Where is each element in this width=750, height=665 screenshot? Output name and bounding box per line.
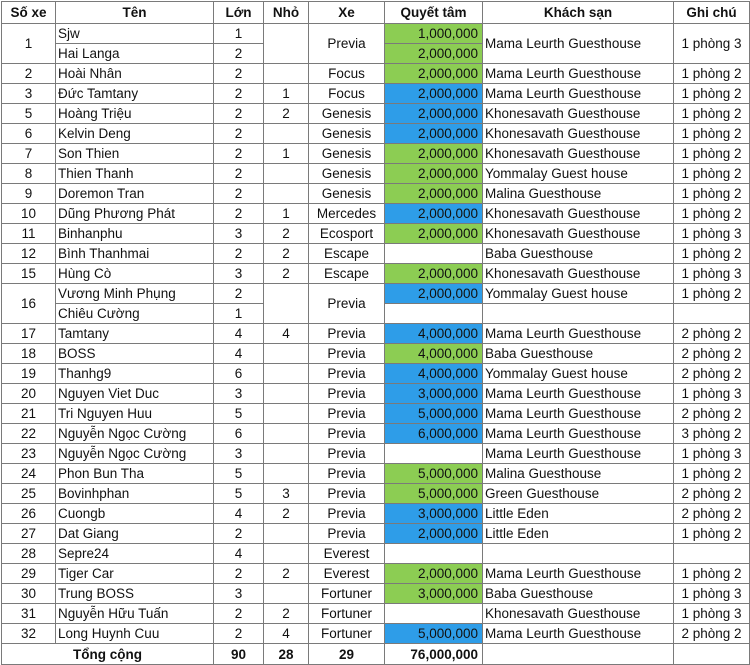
table-row <box>2 264 750 284</box>
cell-quyet-tam <box>385 604 483 624</box>
cell-ten: Nguyễn Hữu Tuấn <box>56 604 214 624</box>
total-label: Tổng cộng <box>2 644 214 665</box>
cell-lon: 5 <box>214 484 264 504</box>
cell-quyet-tam: 1,000,000 <box>385 24 483 44</box>
cell-xe: Previa <box>309 504 385 524</box>
cell-xe: Everest <box>309 564 385 584</box>
table-row <box>2 384 750 404</box>
header-ghi-chu: Ghi chú <box>674 2 750 24</box>
cell-nho: 2 <box>264 264 309 284</box>
cell-so-xe: 22 <box>2 424 56 444</box>
table-row <box>2 344 750 364</box>
cell-so-xe: 6 <box>2 124 56 144</box>
cell-nho <box>264 424 309 444</box>
cell-xe: Focus <box>309 64 385 84</box>
cell-khach-san: Mama Leurth Guesthouse <box>483 424 674 444</box>
cell-ten: Cuongb <box>56 504 214 524</box>
cell-nho <box>264 184 309 204</box>
cell-xe: Genesis <box>309 144 385 164</box>
cell-ten: Chiêu Cường <box>56 304 214 324</box>
cell-nho <box>264 464 309 484</box>
cell-so-xe: 15 <box>2 264 56 284</box>
cell-ten: Tri Nguyen Huu <box>56 404 214 424</box>
cell-lon: 2 <box>214 184 264 204</box>
cell-lon: 4 <box>214 324 264 344</box>
cell-ten: Trung BOSS <box>56 584 214 604</box>
cell-khach-san: Yommalay Guest house <box>483 284 674 304</box>
cell-nho: 2 <box>264 564 309 584</box>
cell-lon: 6 <box>214 424 264 444</box>
cell-ten: Nguyễn Ngọc Cường <box>56 424 214 444</box>
cell-ghi-chu: 1 phòng 2 <box>674 204 750 224</box>
table-row <box>2 564 750 584</box>
cell-khach-san: Baba Guesthouse <box>483 584 674 604</box>
cell-quyet-tam: 2,000,000 <box>385 264 483 284</box>
cell-quyet-tam: 2,000,000 <box>385 524 483 544</box>
cell-lon: 5 <box>214 464 264 484</box>
cell-ghi-chu: 1 phòng 3 <box>674 584 750 604</box>
cell-ghi-chu: 1 phòng 3 <box>674 604 750 624</box>
cell-ghi-chu: 1 phòng 3 <box>674 384 750 404</box>
cell-ten: Binhanphu <box>56 224 214 244</box>
cell-nho <box>264 544 309 564</box>
header-nho: Nhỏ <box>264 2 309 24</box>
cell-khach-san: Green Guesthouse <box>483 484 674 504</box>
cell-nho <box>264 64 309 84</box>
cell-khach-san: Yommalay Guest house <box>483 364 674 384</box>
table-row <box>2 504 750 524</box>
cell-xe: Genesis <box>309 104 385 124</box>
total-xe: 29 <box>309 644 385 665</box>
cell-ghi-chu: 2 phòng 2 <box>674 404 750 424</box>
cell-khach-san: Mama Leurth Guesthouse <box>483 324 674 344</box>
cell-ten: Bovinhphan <box>56 484 214 504</box>
cell-so-xe: 25 <box>2 484 56 504</box>
cell-ten: Dat Giang <box>56 524 214 544</box>
cell-khach-san: Baba Guesthouse <box>483 244 674 264</box>
cell-lon: 1 <box>214 24 264 44</box>
cell-so-xe: 32 <box>2 624 56 644</box>
cell-khach-san <box>483 304 674 324</box>
cell-so-xe: 29 <box>2 564 56 584</box>
cell-nho <box>264 284 309 324</box>
table-row <box>2 624 750 644</box>
cell-quyet-tam: 3,000,000 <box>385 384 483 404</box>
cell-nho <box>264 584 309 604</box>
cell-khach-san: Khonesavath Guesthouse <box>483 264 674 284</box>
table-row <box>2 424 750 444</box>
header-ten: Tên <box>56 2 214 24</box>
table-row <box>2 24 750 44</box>
cell-khach-san: Mama Leurth Guesthouse <box>483 404 674 424</box>
cell-xe: Previa <box>309 404 385 424</box>
cell-ten: Tamtany <box>56 324 214 344</box>
cell-lon: 2 <box>214 564 264 584</box>
cell-so-xe: 18 <box>2 344 56 364</box>
cell-lon: 2 <box>214 64 264 84</box>
cell-nho: 1 <box>264 204 309 224</box>
cell-khach-san: Malina Guesthouse <box>483 184 674 204</box>
cell-ghi-chu: 1 phòng 2 <box>674 84 750 104</box>
cell-lon: 2 <box>214 164 264 184</box>
cell-so-xe: 16 <box>2 284 56 324</box>
cell-so-xe: 10 <box>2 204 56 224</box>
cell-lon: 2 <box>214 124 264 144</box>
cell-xe: Previa <box>309 424 385 444</box>
cell-nho <box>264 524 309 544</box>
cell-ghi-chu: 2 phòng 2 <box>674 364 750 384</box>
cell-nho <box>264 444 309 464</box>
cell-ghi-chu: 1 phòng 2 <box>674 184 750 204</box>
table-row <box>2 404 750 424</box>
cell-lon: 2 <box>214 204 264 224</box>
cell-so-xe: 8 <box>2 164 56 184</box>
table-row <box>2 544 750 564</box>
cell-ghi-chu: 3 phòng 2 <box>674 424 750 444</box>
cell-xe: Previa <box>309 444 385 464</box>
cell-quyet-tam: 5,000,000 <box>385 484 483 504</box>
cell-quyet-tam: 2,000,000 <box>385 104 483 124</box>
table-row <box>2 524 750 544</box>
cell-quyet-tam: 2,000,000 <box>385 184 483 204</box>
cell-xe: Fortuner <box>309 584 385 604</box>
cell-ghi-chu: 2 phòng 2 <box>674 324 750 344</box>
cell-ten: Hùng Cò <box>56 264 214 284</box>
table-row <box>2 84 750 104</box>
cell-ten: Nguyễn Ngọc Cường <box>56 444 214 464</box>
cell-khach-san <box>483 544 674 564</box>
cell-lon: 2 <box>214 604 264 624</box>
cell-nho <box>264 384 309 404</box>
car-schedule-table <box>1 1 750 665</box>
cell-ghi-chu: 2 phòng 2 <box>674 624 750 644</box>
cell-nho <box>264 124 309 144</box>
cell-so-xe: 28 <box>2 544 56 564</box>
cell-xe: Fortuner <box>309 624 385 644</box>
cell-khach-san: Mama Leurth Guesthouse <box>483 24 674 64</box>
cell-xe: Previa <box>309 384 385 404</box>
cell-xe: Previa <box>309 364 385 384</box>
cell-khach-san: Mama Leurth Guesthouse <box>483 624 674 644</box>
header-quyet-tam: Quyết tâm <box>385 2 483 24</box>
total-nho: 28 <box>264 644 309 665</box>
cell-so-xe: 24 <box>2 464 56 484</box>
cell-so-xe: 23 <box>2 444 56 464</box>
table-row <box>2 464 750 484</box>
cell-quyet-tam: 5,000,000 <box>385 404 483 424</box>
cell-xe: Previa <box>309 324 385 344</box>
cell-ghi-chu: 1 phòng 2 <box>674 464 750 484</box>
cell-quyet-tam <box>385 444 483 464</box>
cell-lon: 3 <box>214 384 264 404</box>
cell-quyet-tam: 2,000,000 <box>385 44 483 64</box>
cell-xe: Previa <box>309 24 385 64</box>
cell-ghi-chu <box>674 544 750 564</box>
cell-xe: Genesis <box>309 184 385 204</box>
cell-ghi-chu: 1 phòng 3 <box>674 444 750 464</box>
cell-lon: 3 <box>214 264 264 284</box>
cell-khach-san: Mama Leurth Guesthouse <box>483 564 674 584</box>
cell-nho: 3 <box>264 484 309 504</box>
cell-khach-san: Little Eden <box>483 504 674 524</box>
cell-quyet-tam: 2,000,000 <box>385 224 483 244</box>
cell-so-xe: 26 <box>2 504 56 524</box>
cell-quyet-tam: 2,000,000 <box>385 204 483 224</box>
cell-khach-san: Khonesavath Guesthouse <box>483 204 674 224</box>
table-row <box>2 104 750 124</box>
cell-nho <box>264 364 309 384</box>
cell-xe: Fortuner <box>309 604 385 624</box>
cell-khach-san: Baba Guesthouse <box>483 344 674 364</box>
cell-ten: Son Thien <box>56 144 214 164</box>
cell-ghi-chu: 1 phòng 2 <box>674 144 750 164</box>
cell-nho: 2 <box>264 104 309 124</box>
cell-so-xe: 17 <box>2 324 56 344</box>
cell-quyet-tam: 2,000,000 <box>385 64 483 84</box>
cell-ten: Sepre24 <box>56 544 214 564</box>
cell-ghi-chu: 1 phòng 2 <box>674 244 750 264</box>
cell-quyet-tam: 2,000,000 <box>385 124 483 144</box>
cell-so-xe: 7 <box>2 144 56 164</box>
cell-quyet-tam: 4,000,000 <box>385 344 483 364</box>
cell-ten: Vương Minh Phụng <box>56 284 214 304</box>
cell-ghi-chu: 1 phòng 2 <box>674 124 750 144</box>
cell-lon: 2 <box>214 104 264 124</box>
cell-nho <box>264 24 309 64</box>
table-row <box>2 164 750 184</box>
cell-so-xe: 27 <box>2 524 56 544</box>
cell-xe: Everest <box>309 544 385 564</box>
cell-nho: 1 <box>264 84 309 104</box>
cell-quyet-tam: 5,000,000 <box>385 624 483 644</box>
cell-ghi-chu: 1 phòng 2 <box>674 284 750 304</box>
cell-ten: Hoàng Triệu <box>56 104 214 124</box>
cell-lon: 2 <box>214 144 264 164</box>
cell-xe: Previa <box>309 524 385 544</box>
header-so-xe: Số xe <box>2 2 56 24</box>
total-empty-gc <box>674 644 750 665</box>
cell-quyet-tam: 5,000,000 <box>385 464 483 484</box>
total-row <box>2 644 750 665</box>
cell-xe: Ecosport <box>309 224 385 244</box>
cell-lon: 2 <box>214 284 264 304</box>
table-row <box>2 224 750 244</box>
cell-khach-san: Malina Guesthouse <box>483 464 674 484</box>
table-row <box>2 144 750 164</box>
cell-khach-san: Mama Leurth Guesthouse <box>483 444 674 464</box>
cell-ghi-chu: 1 phòng 2 <box>674 64 750 84</box>
cell-nho: 2 <box>264 244 309 264</box>
cell-quyet-tam: 6,000,000 <box>385 424 483 444</box>
cell-lon: 6 <box>214 364 264 384</box>
table-row <box>2 204 750 224</box>
total-lon: 90 <box>214 644 264 665</box>
cell-so-xe: 9 <box>2 184 56 204</box>
cell-xe: Previa <box>309 484 385 504</box>
cell-khach-san: Khonesavath Guesthouse <box>483 144 674 164</box>
cell-so-xe: 2 <box>2 64 56 84</box>
cell-lon: 3 <box>214 444 264 464</box>
cell-ten: Thien Thanh <box>56 164 214 184</box>
header-khach-san: Khách sạn <box>483 2 674 24</box>
cell-so-xe: 30 <box>2 584 56 604</box>
cell-quyet-tam: 2,000,000 <box>385 164 483 184</box>
cell-nho <box>264 404 309 424</box>
cell-xe: Previa <box>309 344 385 364</box>
cell-ghi-chu: 1 phòng 3 <box>674 224 750 244</box>
cell-quyet-tam: 4,000,000 <box>385 364 483 384</box>
cell-khach-san: Mama Leurth Guesthouse <box>483 64 674 84</box>
cell-lon: 3 <box>214 584 264 604</box>
cell-khach-san: Khonesavath Guesthouse <box>483 124 674 144</box>
cell-so-xe: 20 <box>2 384 56 404</box>
cell-so-xe: 1 <box>2 24 56 64</box>
table-row <box>2 364 750 384</box>
cell-nho: 2 <box>264 224 309 244</box>
cell-nho: 2 <box>264 504 309 524</box>
cell-ten: Thanhg9 <box>56 364 214 384</box>
cell-ghi-chu: 1 phòng 2 <box>674 104 750 124</box>
cell-lon: 2 <box>214 44 264 64</box>
cell-xe: Previa <box>309 284 385 324</box>
cell-khach-san: Khonesavath Guesthouse <box>483 224 674 244</box>
cell-so-xe: 3 <box>2 84 56 104</box>
cell-khach-san: Yommalay Guest house <box>483 164 674 184</box>
cell-nho: 2 <box>264 604 309 624</box>
cell-lon: 2 <box>214 624 264 644</box>
cell-khach-san: Mama Leurth Guesthouse <box>483 384 674 404</box>
cell-lon: 4 <box>214 344 264 364</box>
cell-nho: 4 <box>264 324 309 344</box>
cell-nho <box>264 164 309 184</box>
cell-ten: BOSS <box>56 344 214 364</box>
cell-ghi-chu: 2 phòng 2 <box>674 504 750 524</box>
cell-ten: Nguyen Viet Duc <box>56 384 214 404</box>
table-row <box>2 244 750 264</box>
cell-ghi-chu: 1 phòng 3 <box>674 264 750 284</box>
cell-ten: Đức Tamtany <box>56 84 214 104</box>
cell-khach-san: Little Eden <box>483 524 674 544</box>
cell-quyet-tam: 3,000,000 <box>385 584 483 604</box>
cell-quyet-tam: 2,000,000 <box>385 144 483 164</box>
cell-ten: Bình Thanhmai <box>56 244 214 264</box>
cell-so-xe: 31 <box>2 604 56 624</box>
cell-quyet-tam <box>385 304 483 324</box>
cell-lon: 4 <box>214 544 264 564</box>
cell-quyet-tam <box>385 544 483 564</box>
cell-nho <box>264 344 309 364</box>
cell-ten: Phon Bun Tha <box>56 464 214 484</box>
cell-ghi-chu <box>674 304 750 324</box>
cell-quyet-tam: 3,000,000 <box>385 504 483 524</box>
cell-lon: 3 <box>214 224 264 244</box>
cell-lon: 2 <box>214 84 264 104</box>
table-row <box>2 64 750 84</box>
total-empty-ks <box>483 644 674 665</box>
cell-khach-san: Khonesavath Guesthouse <box>483 604 674 624</box>
header-xe: Xe <box>309 2 385 24</box>
cell-so-xe: 11 <box>2 224 56 244</box>
cell-ghi-chu: 1 phòng 2 <box>674 564 750 584</box>
cell-lon: 5 <box>214 404 264 424</box>
cell-ten: Kelvin Deng <box>56 124 214 144</box>
cell-ghi-chu: 1 phòng 2 <box>674 524 750 544</box>
table-row <box>2 184 750 204</box>
cell-xe: Mercedes <box>309 204 385 224</box>
total-quyet-tam: 76,000,000 <box>385 644 483 665</box>
cell-xe: Focus <box>309 84 385 104</box>
cell-so-xe: 19 <box>2 364 56 384</box>
cell-ten: Long Huynh Cuu <box>56 624 214 644</box>
cell-so-xe: 12 <box>2 244 56 264</box>
cell-xe: Previa <box>309 464 385 484</box>
cell-khach-san: Khonesavath Guesthouse <box>483 104 674 124</box>
cell-ten: Hoài Nhân <box>56 64 214 84</box>
cell-quyet-tam: 4,000,000 <box>385 324 483 344</box>
header-row <box>2 2 750 24</box>
cell-xe: Escape <box>309 264 385 284</box>
table-row <box>2 124 750 144</box>
cell-ghi-chu: 1 phòng 3 <box>674 24 750 64</box>
cell-xe: Genesis <box>309 124 385 144</box>
cell-ghi-chu: 1 phòng 2 <box>674 164 750 184</box>
table-row <box>2 444 750 464</box>
table-row <box>2 324 750 344</box>
cell-xe: Escape <box>309 244 385 264</box>
cell-lon: 1 <box>214 304 264 324</box>
cell-ten: Hai Langa <box>56 44 214 64</box>
cell-lon: 2 <box>214 524 264 544</box>
cell-quyet-tam: 2,000,000 <box>385 564 483 584</box>
cell-so-xe: 21 <box>2 404 56 424</box>
cell-ten: Tiger Car <box>56 564 214 584</box>
cell-ten: Dũng Phương Phát <box>56 204 214 224</box>
cell-ghi-chu: 2 phòng 2 <box>674 484 750 504</box>
cell-quyet-tam: 2,000,000 <box>385 84 483 104</box>
cell-quyet-tam <box>385 244 483 264</box>
cell-xe: Genesis <box>309 164 385 184</box>
table-row <box>2 584 750 604</box>
table-row <box>2 284 750 304</box>
cell-quyet-tam: 2,000,000 <box>385 284 483 304</box>
table-row <box>2 484 750 504</box>
cell-ghi-chu: 2 phòng 2 <box>674 344 750 364</box>
cell-nho: 1 <box>264 144 309 164</box>
cell-so-xe: 5 <box>2 104 56 124</box>
cell-lon: 2 <box>214 244 264 264</box>
table-row <box>2 604 750 624</box>
cell-khach-san: Mama Leurth Guesthouse <box>483 84 674 104</box>
cell-ten: Doremon Tran <box>56 184 214 204</box>
cell-ten: Sjw <box>56 24 214 44</box>
cell-lon: 4 <box>214 504 264 524</box>
header-lon: Lớn <box>214 2 264 24</box>
cell-nho: 4 <box>264 624 309 644</box>
